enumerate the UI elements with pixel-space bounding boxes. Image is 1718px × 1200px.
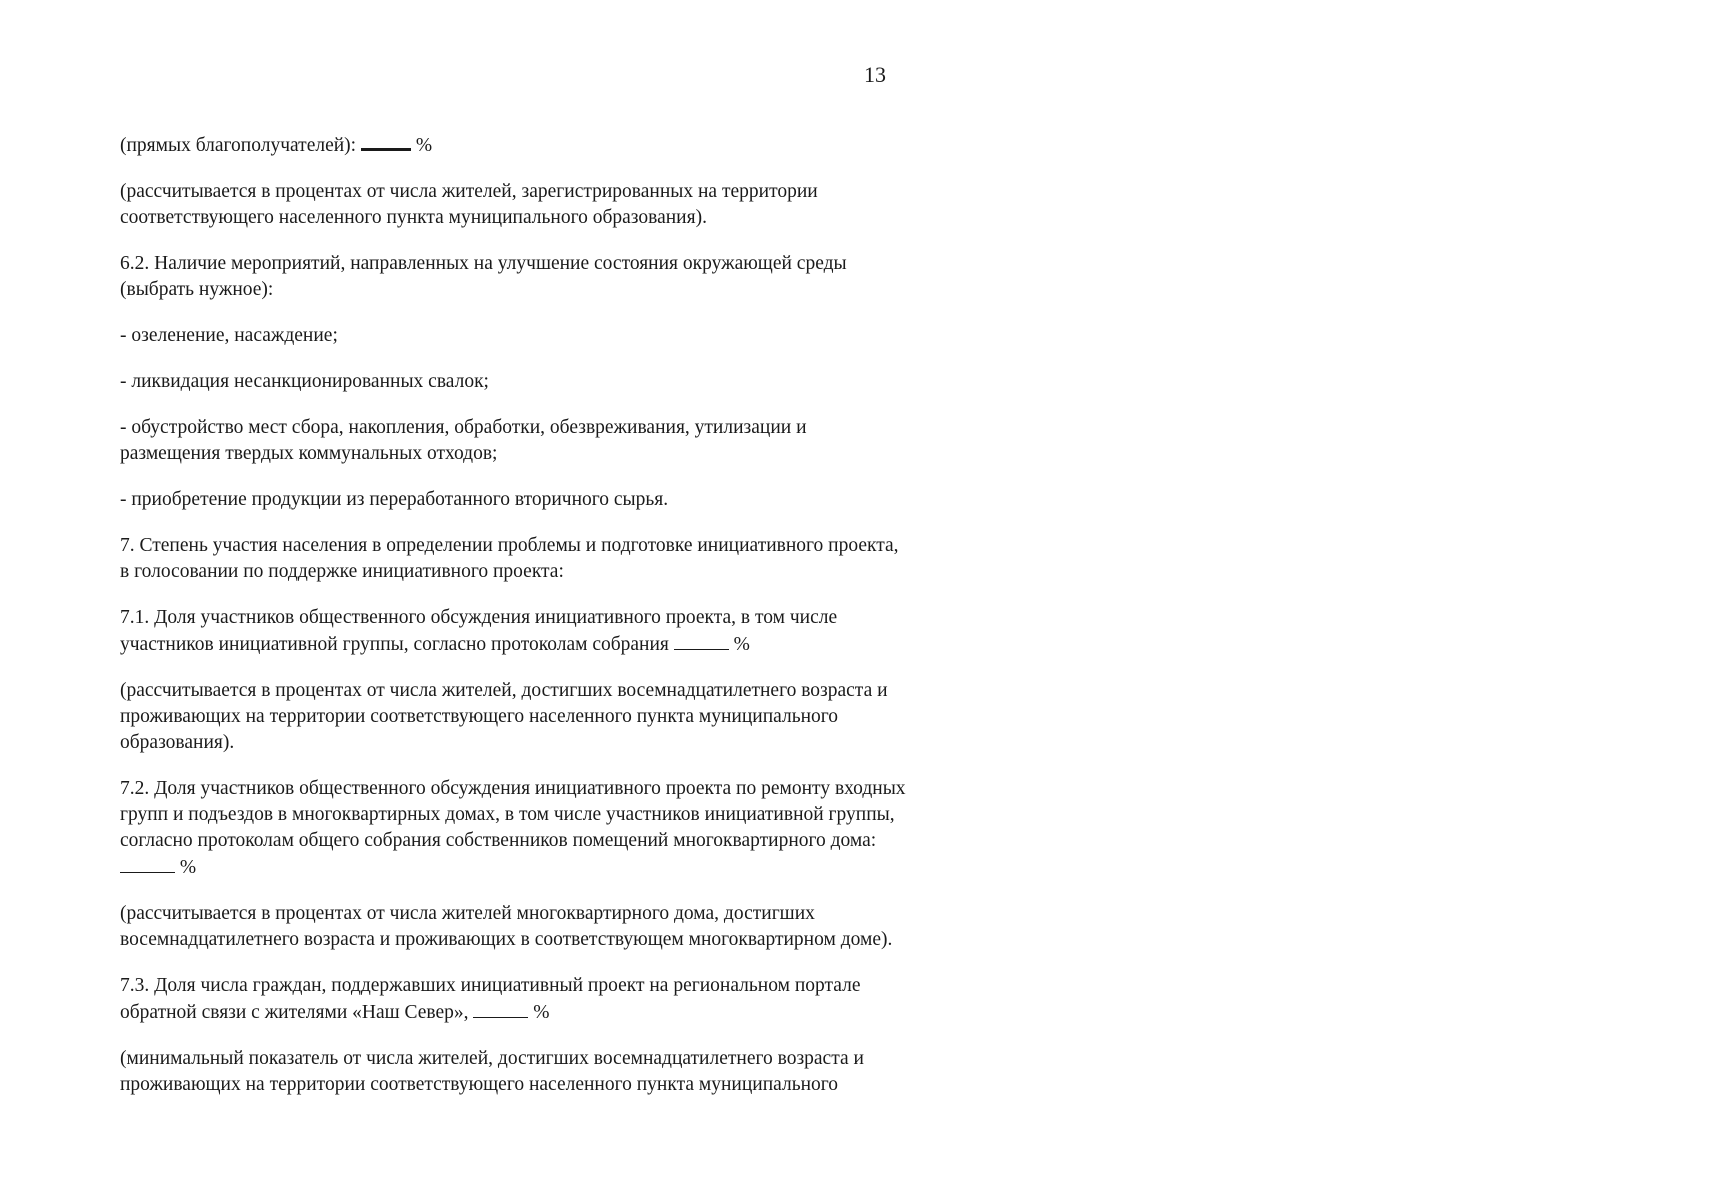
fill-in-blank	[473, 999, 528, 1018]
text: (прямых благополучателей):	[120, 135, 361, 156]
text-line	[120, 854, 1050, 881]
text-line: - озеленение, насаждение;	[120, 325, 338, 346]
paragraph-calculation-note-2	[120, 678, 1050, 756]
fill-in-blank	[361, 130, 411, 151]
text-line: (рассчитывается в процентах от числа жителей, достигших восемнадцатилетнего возраста и	[120, 680, 888, 701]
text-line: - ликвидация несанкционированных свалок;	[120, 371, 489, 392]
text-line: (минимальный показатель от числа жителей, достигших восемнадцатилетнего возраста и	[120, 1048, 864, 1069]
paragraph-calculation-note-3	[120, 901, 1050, 953]
text: %	[528, 1002, 550, 1023]
paragraph-direct-beneficiaries	[120, 130, 1050, 159]
document-body	[120, 130, 1050, 1118]
text-line: - приобретение продукции из переработанного вторичного сырья.	[120, 489, 669, 510]
text: %	[175, 857, 197, 878]
text-line: согласно протоколам общего собрания собственников помещений многоквартирного дома:	[120, 830, 877, 851]
list-item-greening	[120, 323, 1050, 349]
list-item-waste-sites	[120, 415, 1050, 467]
paragraph-section-7-2	[120, 776, 1050, 881]
text-line: проживающих на территории соответствующего населенного пункта муниципального	[120, 706, 839, 727]
text: %	[728, 634, 750, 655]
text-line: 7. Степень участия населения в определении проблемы и подготовке инициативного проекта,	[120, 535, 899, 556]
text-line: в голосовании по поддержке инициативного проекта:	[120, 561, 564, 582]
text-line: 7.3. Доля числа граждан, поддержавших инициативный проект на региональном портале	[120, 975, 861, 996]
text-line: (выбрать нужное):	[120, 279, 274, 300]
text: обратной связи с жителями «Наш Север»,	[120, 1002, 474, 1023]
fill-in-blank	[674, 631, 729, 650]
text: %	[410, 135, 433, 156]
text-line: 6.2. Наличие мероприятий, направленных на улучшение состояния окружающей среды	[120, 253, 847, 274]
paragraph-section-7	[120, 533, 1050, 585]
text-line	[120, 631, 1050, 658]
text-line: размещения твердых коммунальных отходов;	[120, 443, 498, 464]
list-item-recycled-products	[120, 487, 1050, 513]
text-line: 7.2. Доля участников общественного обсуждения инициативного проекта по ремонту входных	[120, 778, 906, 799]
text-line	[120, 999, 1050, 1026]
fill-in-blank	[120, 854, 175, 873]
text-line: восемнадцатилетнего возраста и проживающих в соответствующем многоквартирном доме).	[120, 929, 893, 950]
text-line: образования).	[120, 732, 235, 753]
paragraph-section-7-1	[120, 605, 1050, 658]
page-number: 13	[864, 62, 886, 87]
paragraph-calculation-note-1	[120, 179, 1050, 231]
paragraph-section-6-2	[120, 251, 1050, 303]
text-line: соответствующего населенного пункта муниципального образования).	[120, 207, 707, 228]
text-line: групп и подъездов в многоквартирных домах, в том числе участников инициативной группы,	[120, 804, 895, 825]
list-item-dump-removal	[120, 369, 1050, 395]
text-line: 7.1. Доля участников общественного обсуждения инициативного проекта, в том числе	[120, 607, 838, 628]
paragraph-section-7-3	[120, 973, 1050, 1026]
text-line: проживающих на территории соответствующего населенного пункта муниципального	[120, 1074, 839, 1095]
text-line: (рассчитывается в процентах от числа жителей многоквартирного дома, достигших	[120, 903, 815, 924]
paragraph-minimum-indicator-note	[120, 1046, 1050, 1098]
text-line: - обустройство мест сбора, накопления, обработки, обезвреживания, утилизации и	[120, 417, 807, 438]
text-line: (рассчитывается в процентах от числа жителей, зарегистрированных на территории	[120, 181, 818, 202]
text: участников инициативной группы, согласно протоколам собрания	[120, 634, 674, 655]
